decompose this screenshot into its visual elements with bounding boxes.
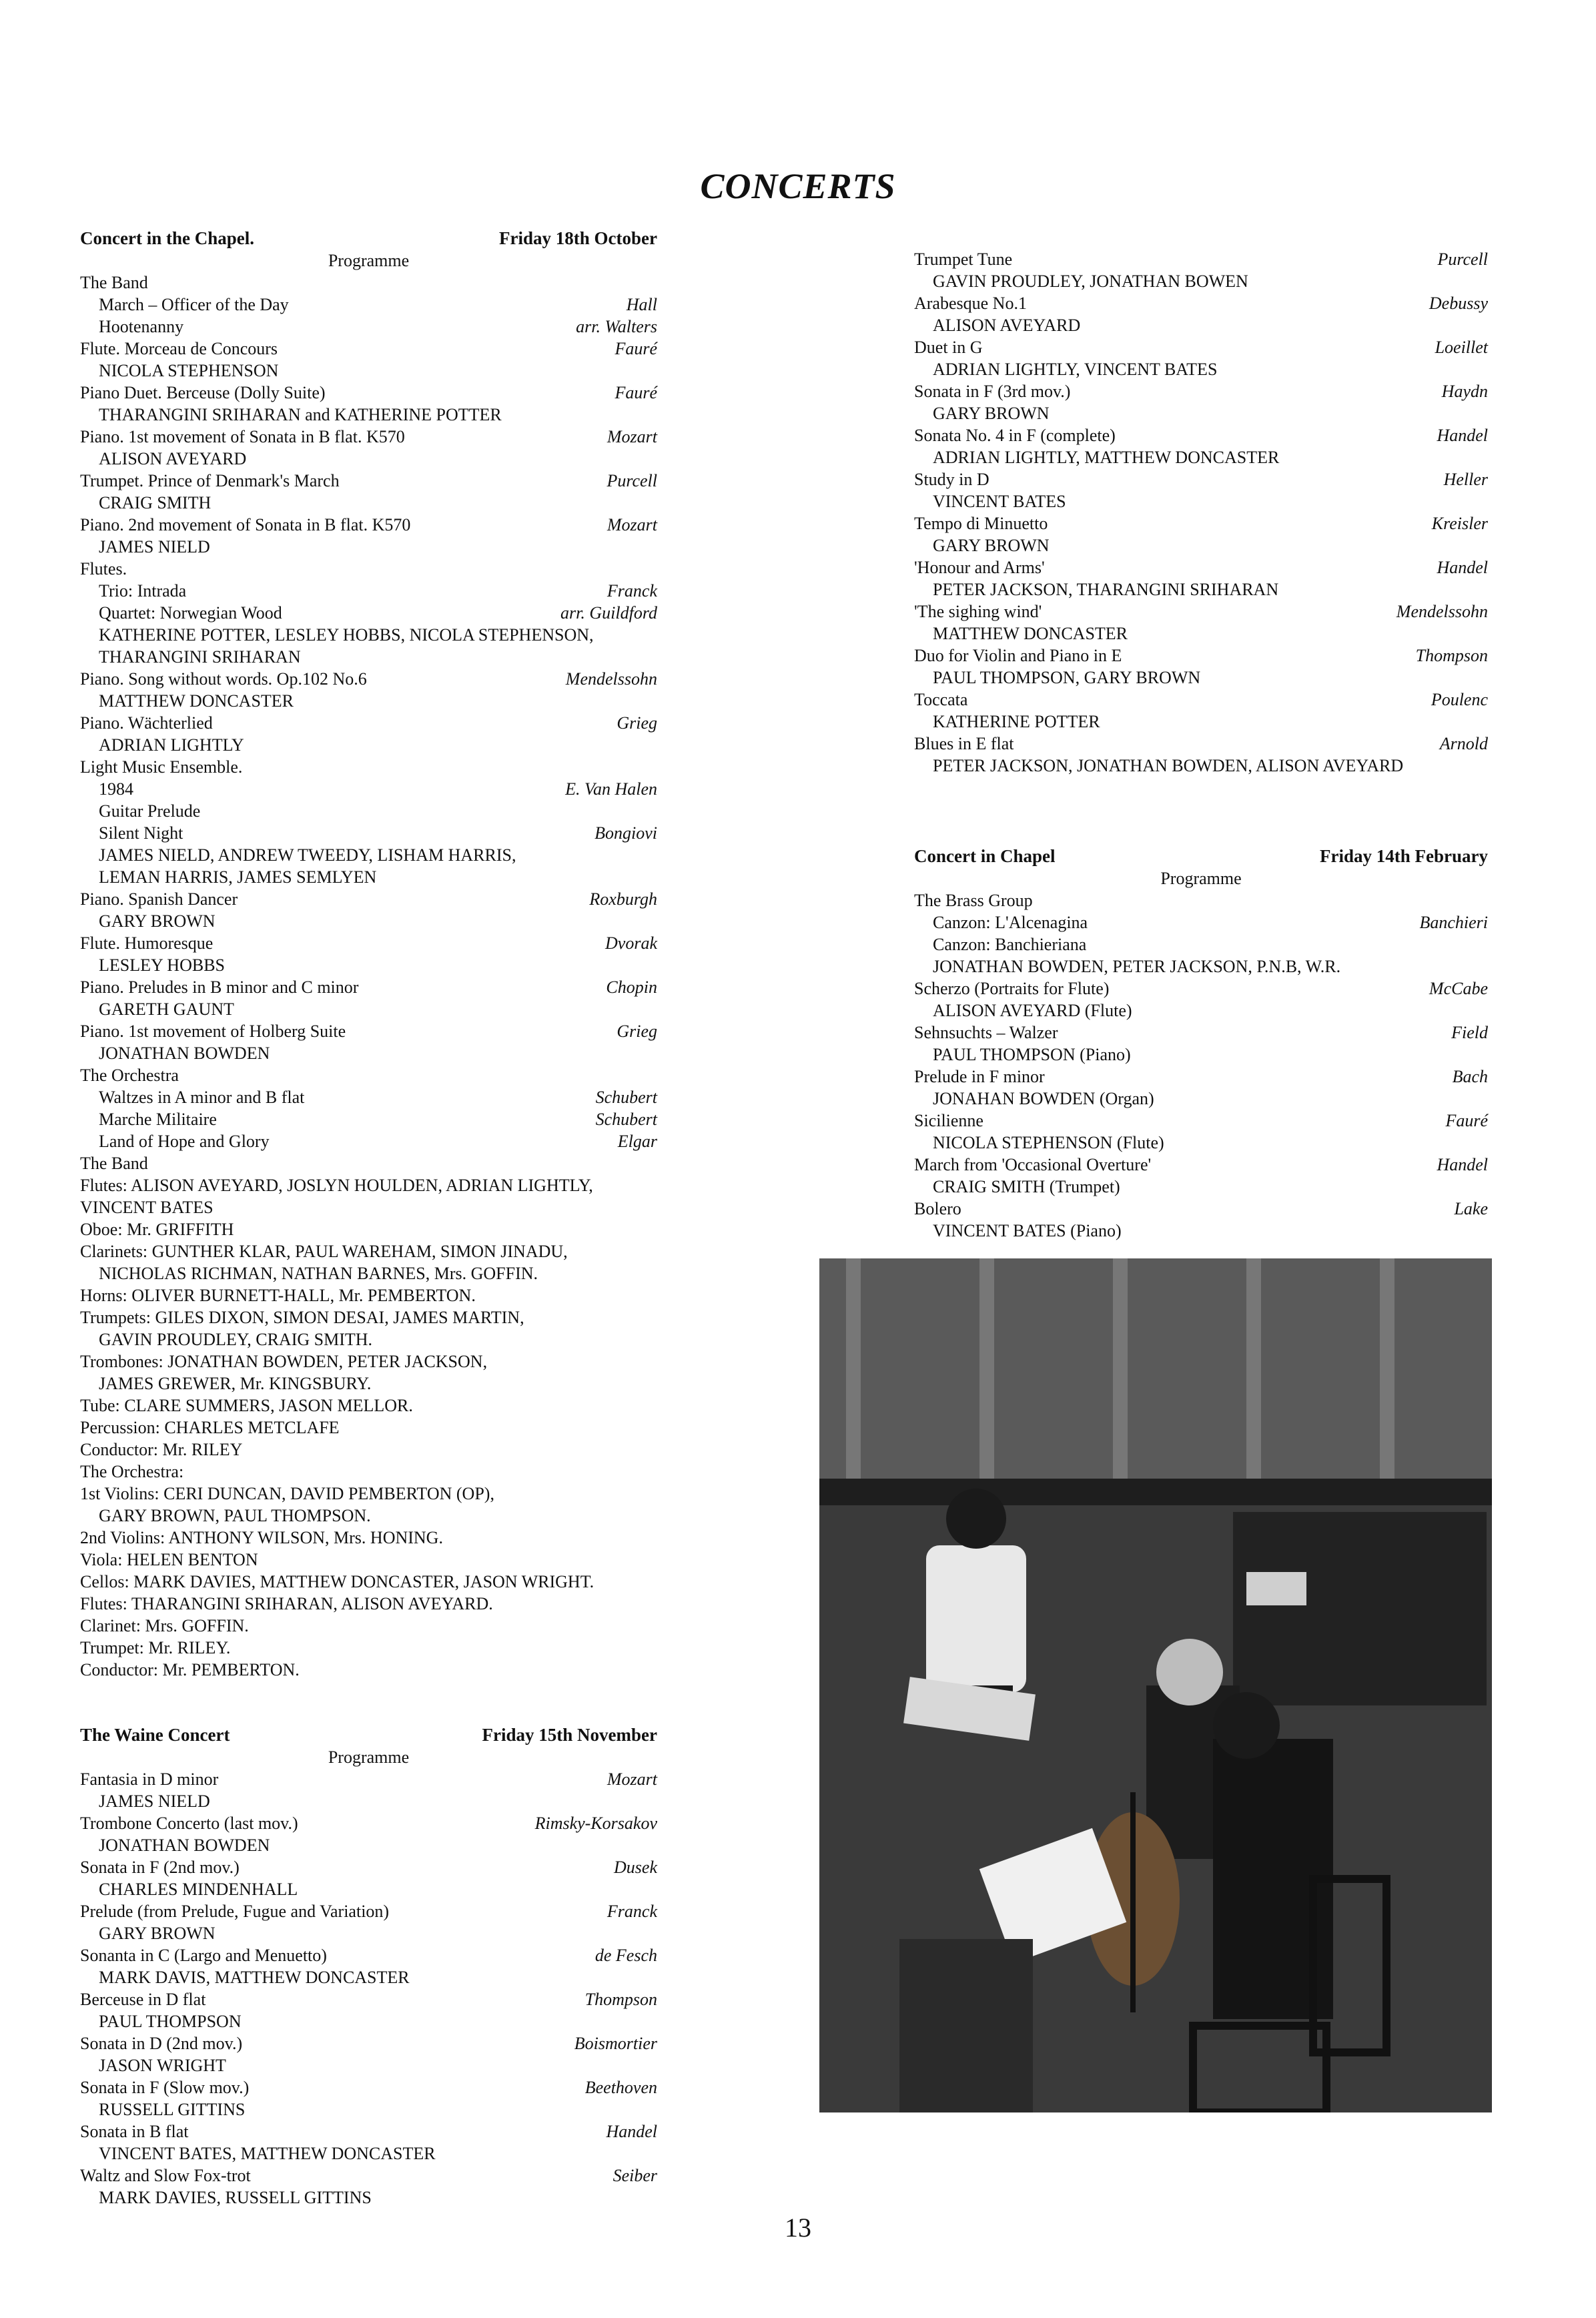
- performer-names: ALISON AVEYARD (Flute): [933, 1001, 1132, 1020]
- performer-names: KATHERINE POTTER, LESLEY HOBBS, NICOLA STEPHENSON,: [99, 625, 594, 645]
- program-item: [80, 932, 657, 954]
- program-item: [80, 2032, 657, 2054]
- performer-names: LESLEY HOBBS: [99, 955, 225, 975]
- piece-title: Sonata in D (2nd mov.): [80, 2034, 243, 2053]
- piece-title: Blues in E flat: [914, 734, 1014, 753]
- performer-names: THARANGINI SRIHARAN and KATHERINE POTTER: [99, 405, 502, 424]
- continued-program: [914, 248, 1488, 777]
- piece-title: Piano. 1st movement of Sonata in B flat. K570: [80, 427, 405, 446]
- piece-title: Arabesque No.1: [914, 294, 1027, 313]
- concert2-header: [80, 1723, 657, 1746]
- performer-names: CRAIG SMITH: [99, 493, 212, 512]
- performer-names: JONATHAN BOWDEN: [99, 1836, 270, 1855]
- piece-title: Trio: Intrada: [99, 581, 187, 601]
- personnel-line: Clarinet: Mrs. GOFFIN.: [80, 1616, 249, 1635]
- program-group-heading: Flutes.: [80, 559, 127, 578]
- performer-names: GAVIN PROUDLEY, JONATHAN BOWEN: [933, 272, 1248, 291]
- program-item: [80, 426, 657, 448]
- concert1-header: [80, 227, 657, 250]
- program-item: [80, 976, 657, 998]
- program-item: [80, 2076, 657, 2098]
- personnel-line: The Orchestra:: [80, 1462, 184, 1481]
- program-item: [80, 1988, 657, 2010]
- composer-name: Kreisler: [1431, 514, 1488, 533]
- program-item: [914, 468, 1488, 490]
- performer-names: VINCENT BATES (Piano): [933, 1221, 1122, 1240]
- personnel-line: Cellos: MARK DAVIES, MATTHEW DONCASTER, JASON WRIGHT.: [80, 1572, 594, 1591]
- personnel-line: NICHOLAS RICHMAN, NATHAN BARNES, Mrs. GOFFIN.: [99, 1264, 538, 1283]
- composer-name: Purcell: [1437, 250, 1488, 269]
- composer-name: Mozart: [607, 427, 657, 446]
- concert2-program: [80, 1768, 657, 2209]
- performer-names: PAUL THOMPSON (Piano): [933, 1045, 1131, 1064]
- composer-name: E. Van Halen: [565, 779, 657, 799]
- piece-title: Piano Duet. Berceuse (Dolly Suite): [80, 383, 326, 402]
- piece-title: 'Honour and Arms': [914, 558, 1045, 577]
- composer-name: Beethoven: [584, 2078, 657, 2097]
- page-title: CONCERTS: [700, 166, 896, 206]
- composer-name: Bach: [1452, 1067, 1488, 1086]
- piece-title: Trumpet. Prince of Denmark's March: [80, 471, 340, 490]
- personnel-line: 2nd Violins: ANTHONY WILSON, Mrs. HONING.: [80, 1528, 443, 1547]
- personnel-line: Oboe: Mr. GRIFFITH: [80, 1220, 234, 1239]
- page-number: 13: [785, 2213, 811, 2243]
- piece-title: Prelude in F minor: [914, 1067, 1045, 1086]
- performer-names: VINCENT BATES, MATTHEW DONCASTER: [99, 2144, 436, 2163]
- concert2-title: The Waine Concert: [80, 1725, 230, 1745]
- program-item: [80, 1130, 657, 1152]
- program-item: [80, 1768, 657, 1790]
- composer-name: Poulenc: [1431, 690, 1488, 709]
- program-group-heading: Light Music Ensemble.: [80, 757, 243, 777]
- program-item: [80, 602, 657, 624]
- piece-title: Quartet: Norwegian Wood: [99, 603, 282, 623]
- personnel-line: GAVIN PROUDLEY, CRAIG SMITH.: [99, 1330, 373, 1349]
- composer-name: Thompson: [1415, 646, 1488, 665]
- concert3-program: [914, 889, 1488, 1242]
- composer-name: Boismortier: [574, 2034, 657, 2053]
- program-item: [914, 1198, 1488, 1220]
- performer-names: NICOLA STEPHENSON: [99, 361, 279, 380]
- composer-name: Debussy: [1429, 294, 1488, 313]
- performer-names: JAMES NIELD, ANDREW TWEEDY, LISHAM HARRIS,: [99, 845, 516, 865]
- composer-name: Handel: [1437, 1155, 1488, 1174]
- piece-title: Waltz and Slow Fox-trot: [80, 2166, 251, 2185]
- piece-title: Scherzo (Portraits for Flute): [914, 979, 1110, 998]
- composer-name: de Fesch: [594, 1946, 657, 1965]
- performer-names: THARANGINI SRIHARAN: [99, 647, 301, 667]
- program-item: [80, 712, 657, 734]
- program-item: [80, 822, 657, 844]
- piece-title: Guitar Prelude: [99, 801, 201, 821]
- composer-name: Purcell: [607, 471, 657, 490]
- performer-names: LEMAN HARRIS, JAMES SEMLYEN: [99, 867, 377, 887]
- performer-names: VINCENT BATES: [933, 492, 1066, 511]
- performer-names: ALISON AVEYARD: [99, 449, 247, 468]
- performer-names: JONATHAN BOWDEN, PETER JACKSON, P.N.B, W.R.: [933, 957, 1341, 976]
- piece-title: Tempo di Minuetto: [914, 514, 1048, 533]
- composer-name: Grieg: [617, 713, 657, 733]
- program-item: [914, 336, 1488, 358]
- personnel-line: Flutes: THARANGINI SRIHARAN, ALISON AVEYARD.: [80, 1594, 493, 1613]
- performer-names: JAMES NIELD: [99, 537, 210, 556]
- personnel-line: Tube: CLARE SUMMERS, JASON MELLOR.: [80, 1396, 413, 1415]
- composer-name: Field: [1451, 1023, 1488, 1042]
- composer-name: arr. Walters: [576, 317, 657, 336]
- composer-name: Heller: [1443, 470, 1488, 489]
- performer-names: ADRIAN LIGHTLY, VINCENT BATES: [933, 360, 1218, 379]
- piece-title: Piano. Song without words. Op.102 No.6: [80, 669, 367, 689]
- piece-title: Berceuse in D flat: [80, 1990, 206, 2009]
- personnel-line: Horns: OLIVER BURNETT-HALL, Mr. PEMBERTON.: [80, 1286, 476, 1305]
- performer-names: JONATHAN BOWDEN: [99, 1044, 270, 1063]
- personnel-line: Flutes: ALISON AVEYARD, JOSLYN HOULDEN, ADRIAN LIGHTLY,: [80, 1176, 593, 1195]
- piece-title: Waltzes in A minor and B flat: [99, 1088, 305, 1107]
- piece-title: March from 'Occasional Overture': [914, 1155, 1152, 1174]
- piece-title: Canzon: Banchieriana: [933, 935, 1087, 954]
- concert1-personnel: [80, 1152, 657, 1681]
- composer-name: Franck: [607, 581, 657, 601]
- performer-names: PETER JACKSON, JONATHAN BOWDEN, ALISON AVEYARD: [933, 756, 1404, 775]
- program-item: [80, 668, 657, 690]
- composer-name: Chopin: [606, 978, 657, 997]
- personnel-line: Conductor: Mr. PEMBERTON.: [80, 1660, 300, 1679]
- concert1-subtitle: Programme: [328, 251, 410, 270]
- performer-names: GARY BROWN: [933, 536, 1050, 555]
- performer-names: CRAIG SMITH (Trumpet): [933, 1177, 1120, 1196]
- composer-name: Schubert: [595, 1088, 657, 1107]
- composer-name: Mozart: [607, 1770, 657, 1789]
- program-item: [80, 778, 657, 800]
- composer-name: Dvorak: [605, 933, 657, 953]
- piece-title: Duet in G: [914, 338, 983, 357]
- program-item: [80, 800, 657, 822]
- piece-title: Piano. Wächterlied: [80, 713, 213, 733]
- concert3-header: [914, 845, 1488, 867]
- composer-name: Banchieri: [1419, 913, 1488, 932]
- piece-title: Fantasia in D minor: [80, 1770, 219, 1789]
- performer-names: MATTHEW DONCASTER: [99, 691, 294, 711]
- program-item: [914, 645, 1488, 667]
- piece-title: Flute. Humoresque: [80, 933, 214, 953]
- composer-name: Mozart: [607, 515, 657, 534]
- concert1-title: Concert in the Chapel.: [80, 228, 254, 248]
- concert-photo-image: [819, 1258, 1492, 2112]
- program-item: [914, 1066, 1488, 1088]
- program-item: [914, 424, 1488, 446]
- personnel-line: Clarinets: GUNTHER KLAR, PAUL WAREHAM, SIMON JINADU,: [80, 1242, 568, 1261]
- composer-name: Roxburgh: [589, 889, 657, 909]
- program-item: [914, 933, 1488, 955]
- program-item: [80, 514, 657, 536]
- performer-names: ADRIAN LIGHTLY, MATTHEW DONCASTER: [933, 448, 1280, 467]
- program-group-heading: The Band: [80, 273, 148, 292]
- program-item: [914, 689, 1488, 711]
- piece-title: Sonanta in C (Largo and Menuetto): [80, 1946, 327, 1965]
- piece-title: Flute. Morceau de Concours: [80, 339, 278, 358]
- composer-name: Loeillet: [1435, 338, 1488, 357]
- piece-title: Sicilienne: [914, 1111, 983, 1130]
- program-item: [914, 733, 1488, 755]
- performer-names: GARETH GAUNT: [99, 1000, 234, 1019]
- concert3-title: Concert in Chapel: [914, 846, 1056, 866]
- concert-photo: [819, 1258, 1492, 2112]
- left-column: [80, 227, 657, 2209]
- personnel-line: GARY BROWN, PAUL THOMPSON.: [99, 1506, 371, 1525]
- composer-name: Fauré: [615, 383, 657, 402]
- composer-name: Dusek: [614, 1858, 657, 1877]
- program-item: [914, 292, 1488, 314]
- composer-name: Fauré: [1445, 1111, 1488, 1130]
- personnel-line: Trombones: JONATHAN BOWDEN, PETER JACKSON,: [80, 1352, 488, 1371]
- program-group-heading: The Brass Group: [914, 891, 1033, 910]
- piece-title: Sonata in F (2nd mov.): [80, 1858, 240, 1877]
- piece-title: Piano. 1st movement of Holberg Suite: [80, 1022, 346, 1041]
- composer-name: Haydn: [1441, 382, 1488, 401]
- program-item: [80, 1086, 657, 1108]
- personnel-line: VINCENT BATES: [80, 1198, 214, 1217]
- piece-title: Study in D: [914, 470, 989, 489]
- performer-names: GARY BROWN: [99, 911, 216, 931]
- composer-name: Bongiovi: [594, 823, 657, 843]
- performer-names: JASON WRIGHT: [99, 2056, 226, 2075]
- piece-title: Hootenanny: [99, 317, 184, 336]
- program-item: [914, 1110, 1488, 1132]
- performer-names: JONAHAN BOWDEN (Organ): [933, 1089, 1154, 1108]
- performer-names: ALISON AVEYARD: [933, 316, 1081, 335]
- performer-names: PAUL THOMPSON: [99, 2012, 242, 2031]
- performer-names: NICOLA STEPHENSON (Flute): [933, 1133, 1164, 1152]
- piece-title: Duo for Violin and Piano in E: [914, 646, 1122, 665]
- program-item: [80, 294, 657, 316]
- composer-name: Handel: [1437, 426, 1488, 445]
- composer-name: Handel: [1437, 558, 1488, 577]
- piece-title: Canzon: L'Alcenagina: [933, 913, 1088, 932]
- concert3-subtitle: Programme: [1160, 869, 1242, 888]
- program-item: [80, 1812, 657, 1834]
- performer-names: CHARLES MINDENHALL: [99, 1880, 298, 1899]
- program-item: [914, 556, 1488, 578]
- program-item: [914, 978, 1488, 1000]
- personnel-line: Trumpets: GILES DIXON, SIMON DESAI, JAMES MARTIN,: [80, 1308, 524, 1327]
- performer-names: RUSSELL GITTINS: [99, 2100, 246, 2119]
- piece-title: Sonata in B flat: [80, 2122, 189, 2141]
- performer-names: ADRIAN LIGHTLY: [99, 735, 244, 755]
- piece-title: Sehnsuchts – Walzer: [914, 1023, 1058, 1042]
- piece-title: Marche Militaire: [99, 1110, 217, 1129]
- program-item: [80, 580, 657, 602]
- personnel-line: Conductor: Mr. RILEY: [80, 1440, 243, 1459]
- program-item: [914, 911, 1488, 933]
- composer-name: Seiber: [613, 2166, 657, 2185]
- program-item: [80, 1900, 657, 1922]
- personnel-line: Viola: HELEN BENTON: [80, 1550, 258, 1569]
- performer-names: GARY BROWN: [99, 1924, 216, 1943]
- composer-name: arr. Guildford: [560, 603, 657, 623]
- composer-name: Fauré: [615, 339, 657, 358]
- composer-name: Franck: [607, 1902, 657, 1921]
- personnel-line: Percussion: CHARLES METCLAFE: [80, 1418, 340, 1437]
- program-item: [80, 470, 657, 492]
- piece-title: Piano. Preludes in B minor and C minor: [80, 978, 359, 997]
- performer-names: JAMES NIELD: [99, 1792, 210, 1811]
- piece-title: 'The sighing wind': [914, 602, 1042, 621]
- program-item: [80, 382, 657, 404]
- piece-title: March – Officer of the Day: [99, 295, 289, 314]
- composer-name: Grieg: [617, 1022, 657, 1041]
- piece-title: Sonata in F (Slow mov.): [80, 2078, 250, 2097]
- performer-names: PETER JACKSON, THARANGINI SRIHARAN: [933, 580, 1279, 599]
- composer-name: Elgar: [617, 1132, 657, 1151]
- personnel-line: Trumpet: Mr. RILEY.: [80, 1638, 231, 1657]
- composer-name: Hall: [626, 295, 657, 314]
- program-item: [80, 1108, 657, 1130]
- performer-names: MATTHEW DONCASTER: [933, 624, 1128, 643]
- performer-names: GARY BROWN: [933, 404, 1050, 423]
- piece-title: Trumpet Tune: [914, 250, 1013, 269]
- personnel-line: 1st Violins: CERI DUNCAN, DAVID PEMBERTON (OP),: [80, 1484, 494, 1503]
- performer-names: KATHERINE POTTER: [933, 712, 1100, 731]
- program-item: [914, 512, 1488, 534]
- program-item: [80, 1020, 657, 1042]
- concert3-date: Friday 14th February: [1320, 846, 1488, 866]
- piece-title: Trombone Concerto (last mov.): [80, 1814, 298, 1833]
- composer-name: Mendelssohn: [1396, 602, 1488, 621]
- composer-name: Rimsky-Korsakov: [534, 1814, 657, 1833]
- piece-title: Piano. Spanish Dancer: [80, 889, 238, 909]
- piece-title: Prelude (from Prelude, Fugue and Variation): [80, 1902, 390, 1921]
- program-item: [914, 248, 1488, 270]
- composer-name: Handel: [606, 2122, 657, 2141]
- concert1-program: [80, 272, 657, 1152]
- program-item: [914, 380, 1488, 402]
- performer-names: MARK DAVIES, RUSSELL GITTINS: [99, 2188, 372, 2207]
- personnel-line: JAMES GREWER, Mr. KINGSBURY.: [99, 1374, 372, 1393]
- piece-title: Silent Night: [99, 823, 183, 843]
- composer-name: Arnold: [1439, 734, 1488, 753]
- performer-names: MARK DAVIS, MATTHEW DONCASTER: [99, 1968, 410, 1987]
- program-item: [80, 2165, 657, 2187]
- program-item: [80, 888, 657, 910]
- composer-name: Thompson: [584, 1990, 657, 2009]
- program-item: [914, 1022, 1488, 1044]
- composer-name: Lake: [1454, 1199, 1488, 1218]
- program-item: [80, 2120, 657, 2143]
- piece-title: Land of Hope and Glory: [99, 1132, 270, 1151]
- performer-names: PAUL THOMPSON, GARY BROWN: [933, 668, 1201, 687]
- program-item: [80, 1944, 657, 1966]
- piece-title: Toccata: [914, 690, 968, 709]
- composer-name: Mendelssohn: [565, 669, 657, 689]
- personnel-line: The Band: [80, 1154, 148, 1173]
- concert1-date: Friday 18th October: [499, 228, 657, 248]
- program-item: [80, 338, 657, 360]
- program-item: [80, 1856, 657, 1878]
- piece-title: Piano. 2nd movement of Sonata in B flat. K570: [80, 515, 411, 534]
- concert2-subtitle: Programme: [328, 1748, 410, 1767]
- piece-title: Bolero: [914, 1199, 961, 1218]
- program-group-heading: The Orchestra: [80, 1066, 179, 1085]
- piece-title: Sonata No. 4 in F (complete): [914, 426, 1116, 445]
- program-item: [914, 601, 1488, 623]
- composer-name: McCabe: [1429, 979, 1488, 998]
- right-column: [914, 248, 1488, 1242]
- program-item: [914, 1154, 1488, 1176]
- piece-title: 1984: [99, 779, 133, 799]
- program-item: [80, 316, 657, 338]
- concert2-date: Friday 15th November: [482, 1725, 657, 1745]
- piece-title: Sonata in F (3rd mov.): [914, 382, 1071, 401]
- composer-name: Schubert: [595, 1110, 657, 1129]
